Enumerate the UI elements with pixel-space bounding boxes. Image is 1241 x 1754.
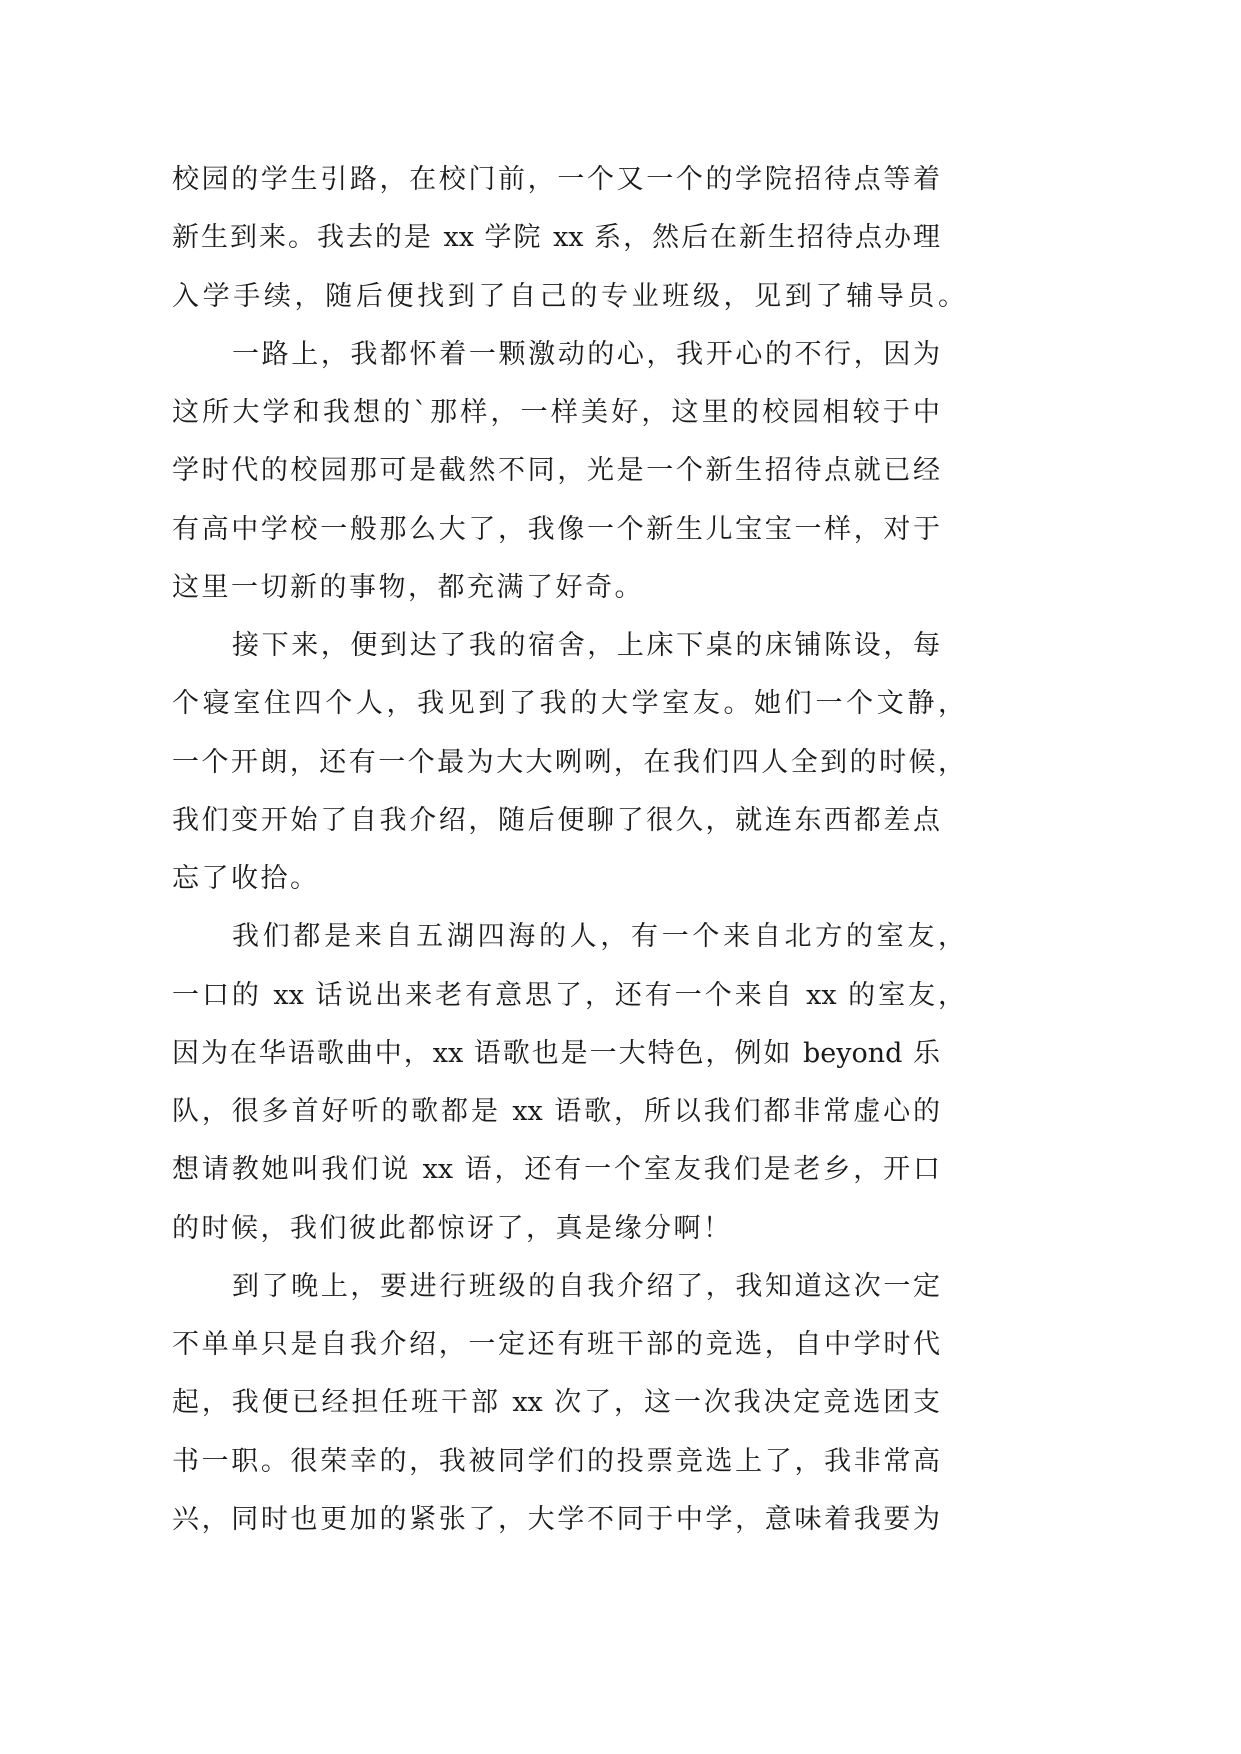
text-line: 到了晚上，要进行班级的自我介绍了，我知道这次一定 — [232, 1270, 940, 1302]
text-line: 起，我便已经担任班干部 xx 次了，这一次我决定竞选团支 — [172, 1387, 940, 1419]
text-line: 这所大学和我想的`那样，一样美好，这里的校园相较于中 — [172, 397, 940, 428]
text-line: 不单单只是自我介绍，一定还有班干部的竞选，自中学时代 — [172, 1329, 940, 1360]
document-body — [172, 151, 965, 1549]
text-line: 入学手续，随后便找到了自己的专业班级，见到了辅导员。 — [172, 280, 965, 312]
paragraph — [172, 1258, 965, 1549]
text-line: 新生到来。我去的是 xx 学院 xx 系，然后在新生招待点办理 — [172, 222, 940, 254]
text-line: 忘了收拾。 — [172, 863, 320, 894]
text-line: 一口的 xx 话说出来老有意思了，还有一个来自 xx 的室友， — [172, 979, 965, 1011]
paragraph — [172, 908, 965, 1258]
text-line: 个寝室住四个人，我见到了我的大学室友。她们一个文静， — [172, 688, 965, 720]
text-line: 书一职。很荣幸的，我被同学们的投票竞选上了，我非常高 — [172, 1445, 940, 1477]
paragraph — [172, 617, 965, 908]
text-line: 因为在华语歌曲中，xx 语歌也是一大特色，例如 beyond 乐 — [172, 1037, 940, 1069]
paragraph — [172, 326, 965, 617]
text-line: 一个开朗，还有一个最为大大咧咧，在我们四人全到的时候， — [172, 746, 965, 778]
text-line: 一路上，我都怀着一颗激动的心，我开心的不行，因为 — [232, 338, 940, 370]
text-line: 有高中学校一般那么大了，我像一个新生儿宝宝一样，对于 — [172, 513, 940, 545]
paragraph — [172, 151, 965, 326]
text-line: 这里一切新的事物，都充满了好奇。 — [172, 571, 644, 603]
text-line: 我们都是来自五湖四海的人，有一个来自北方的室友， — [232, 921, 965, 953]
text-line: 校园的学生引路，在校门前，一个又一个的学院招待点等着 — [172, 164, 940, 195]
text-line: 想请教她叫我们说 xx 语，还有一个室友我们是老乡，开口 — [172, 1154, 940, 1186]
text-line: 我们变开始了自我介绍，随后便聊了很久，就连东西都差点 — [172, 804, 940, 836]
text-line: 的时候，我们彼此都惊讶了，真是缘分啊！ — [172, 1212, 733, 1244]
text-line: 接下来，便到达了我的宿舍，上床下桌的床铺陈设，每 — [232, 630, 940, 661]
text-line: 队，很多首好听的歌都是 xx 语歌，所以我们都非常虚心的 — [172, 1096, 940, 1127]
text-line: 兴，同时也更加的紧张了，大学不同于中学，意味着我要为 — [172, 1503, 940, 1535]
text-line: 学时代的校园那可是截然不同，光是一个新生招待点就已经 — [172, 455, 940, 487]
